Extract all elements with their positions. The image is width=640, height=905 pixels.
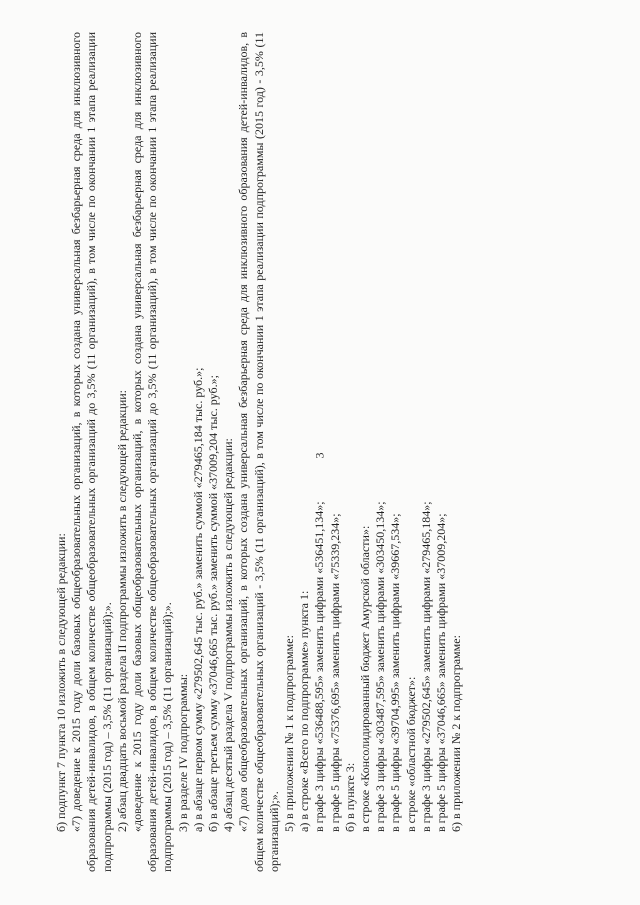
page-number: 3 — [312, 452, 327, 459]
paragraph-1: б) подпункт 7 пункта 10 изложить в следующей редакции: — [54, 533, 68, 832]
paragraph-10: 5) в приложении № 1 к подпрограмме: — [282, 635, 297, 832]
paragraph-12: в графе 3 цифры «536488,595» заменить цифрами «536451,134»; — [312, 501, 327, 832]
document-body — [54, 32, 574, 872]
paragraph-3: 2) абзац двадцать восьмой раздела II подпрограммы изложить в следующей редакции: — [114, 389, 129, 832]
paragraph-2: «7) доведение к 2015 году доли базовых общеобразовательных организаций, в которых создана универсальная безбарьерная среда для инклюзивного образования детей-инвалидов, в общем количестве общеобразовательных организаций до 3,5% (11 организаций), в том числе по окончании 1 этапа реализации подпрограммы (2015 год) – 3,5% (11 организаций);». — [69, 32, 114, 872]
paragraph-18: в строке «областной бюджет»: — [403, 676, 418, 832]
paragraph-21: 6) в приложении № 2 к подпрограмме: — [449, 635, 464, 832]
paragraph-16: в графе 3 цифры «303487,595» заменить цифрами «303450,134»; — [373, 501, 388, 832]
paragraph-5: 3) в разделе IV подпрограммы: — [175, 673, 190, 832]
paragraph-6: а) в абзаце первом сумму «279502,645 тыс. руб.» заменить суммой «279465,184 тыс. руб.»; — [190, 367, 205, 832]
paragraph-7: б) в абзаце третьем сумму «37046,665 тыс. руб.» заменить суммой «37009,204 тыс. руб.»; — [206, 375, 221, 832]
paragraph-17: в графе 5 цифры «39704,995» заменить цифрами «39667,534»; — [388, 513, 403, 832]
paragraph-20: в графе 5 цифры «37046,665» заменить цифрами «37009,204»; — [434, 513, 449, 832]
paragraph-11: а) в строке «Всего по подпрограмме» пункта 1: — [297, 590, 312, 832]
paragraph-14: б) в пункте 3: — [342, 762, 357, 832]
paragraph-19: в графе 3 цифры «279502,645» заменить цифрами «279465,184»; — [418, 501, 433, 832]
paragraph-13: в графе 5 цифры «75376,695» заменить цифрами «75339,234»; — [327, 513, 342, 832]
paragraph-8: 4) абзац десятый раздела V подпрограммы изложить в следующей редакции: — [221, 438, 236, 832]
paragraph-9: «7) доля общеобразовательных организаций, в которых создана универсальная безбарьерная среда для инклюзивного образования детей-инвалидов, в общем количестве общеобразовательных организаций - 3,5% (11 организаций), в том числе по окончании 1 этапа реализации подпрограммы (2015 год) - 3,5% (11 организаций);». — [236, 32, 281, 872]
paragraph-15: в строке «Консолидированный бюджет Амурской области»: — [358, 525, 373, 832]
paragraph-4: «доведение к 2015 году доли базовых общеобразовательных организаций, в которых создана универсальная безбарьерная среда для инклюзивного образования детей-инвалидов, в общем количестве общеобразовательных организаций до 3,5% (11 организаций), в том числе по окончании 1 этапа реализации подпрограммы (2015 год) – 3,5% (11 организаций);». — [130, 32, 175, 872]
